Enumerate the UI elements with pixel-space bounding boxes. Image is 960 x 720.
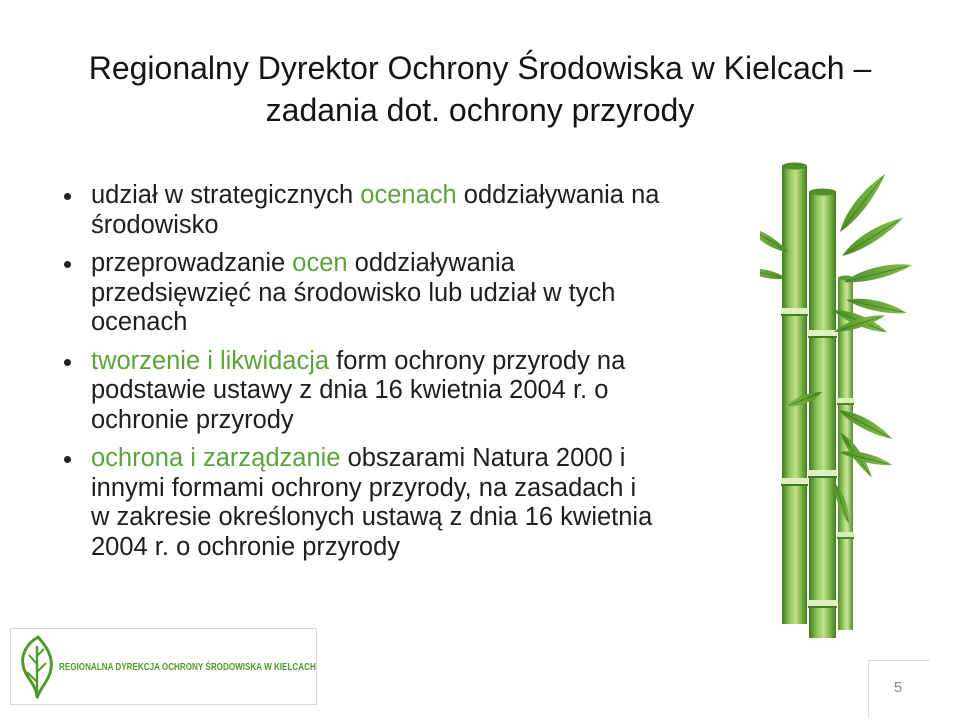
bullet-text: form ochrony przyrody na <box>329 346 626 375</box>
bamboo-leaf <box>842 259 913 287</box>
slide-title <box>0 47 960 131</box>
bullet-line <box>91 249 751 279</box>
bullet-line <box>91 308 751 338</box>
bamboo-stalk <box>808 189 837 639</box>
bullet-marker <box>64 359 71 366</box>
bullet-text: innymi formami ochrony przyrody, na zasadach i <box>91 473 637 502</box>
bullet-line <box>91 444 751 474</box>
bullet-item <box>91 444 751 562</box>
bullet-text: ochronie przyrody <box>91 405 294 434</box>
bullet-item <box>91 249 751 338</box>
leaf-icon <box>17 634 57 700</box>
bullet-text: tworzenie i likwidacja <box>91 346 330 375</box>
bullet-text: przeprowadzanie <box>91 249 293 277</box>
organization-logo <box>10 628 317 705</box>
bullet-text: oddziaływania na <box>456 181 660 209</box>
bullet-text: ocenach <box>91 308 188 336</box>
bullet-text: podstawie ustawy z dnia 16 kwietnia 2004 r. o <box>91 376 609 404</box>
bullet-marker <box>64 261 71 268</box>
bullet-line <box>91 406 751 436</box>
bullet-line <box>91 211 751 241</box>
bullet-list <box>91 181 751 571</box>
bullet-line <box>91 533 751 563</box>
bullet-line <box>91 474 751 504</box>
bullet-marker <box>64 456 71 463</box>
bullet-text: przedsięwzięć na środowisko lub udział w tych <box>91 278 616 307</box>
bullet-text: udział w strategicznych <box>91 181 361 209</box>
bullet-line <box>91 279 751 309</box>
bamboo-illustration <box>760 160 960 650</box>
bullet-text: ocenach <box>360 181 457 209</box>
logo-text: REGIONALNA DYREKCJA OCHRONY ŚRODOWISKA W KIELCACH <box>59 662 316 673</box>
bullet-line <box>91 376 751 406</box>
page-number-box <box>868 660 930 718</box>
bamboo-stalk <box>781 163 808 625</box>
bullet-text: w zakresie określonych ustawą z dnia 16 kwietnia <box>91 503 653 531</box>
bullet-text: 2004 r. o ochronie przyrody <box>91 532 401 561</box>
bullet-item <box>91 181 751 240</box>
bullet-marker <box>64 193 71 200</box>
bullet-text: środowisko <box>91 210 219 239</box>
page-number: 5 <box>893 679 903 696</box>
bullet-text: oddziaływania <box>347 249 515 277</box>
bullet-text: obszarami Natura 2000 i <box>340 444 626 472</box>
bullet-item <box>91 347 751 436</box>
title-line: Regionalny Dyrektor Ochrony Środowiska w Kielcach – <box>88 50 872 86</box>
bullet-line <box>91 347 751 377</box>
bullet-line <box>91 181 751 211</box>
bullet-line <box>91 503 751 533</box>
bullet-text: ochrona i zarządzanie <box>91 444 341 472</box>
title-line: zadania dot. ochrony przyrody <box>265 92 695 128</box>
bullet-text: ocen <box>292 249 348 277</box>
